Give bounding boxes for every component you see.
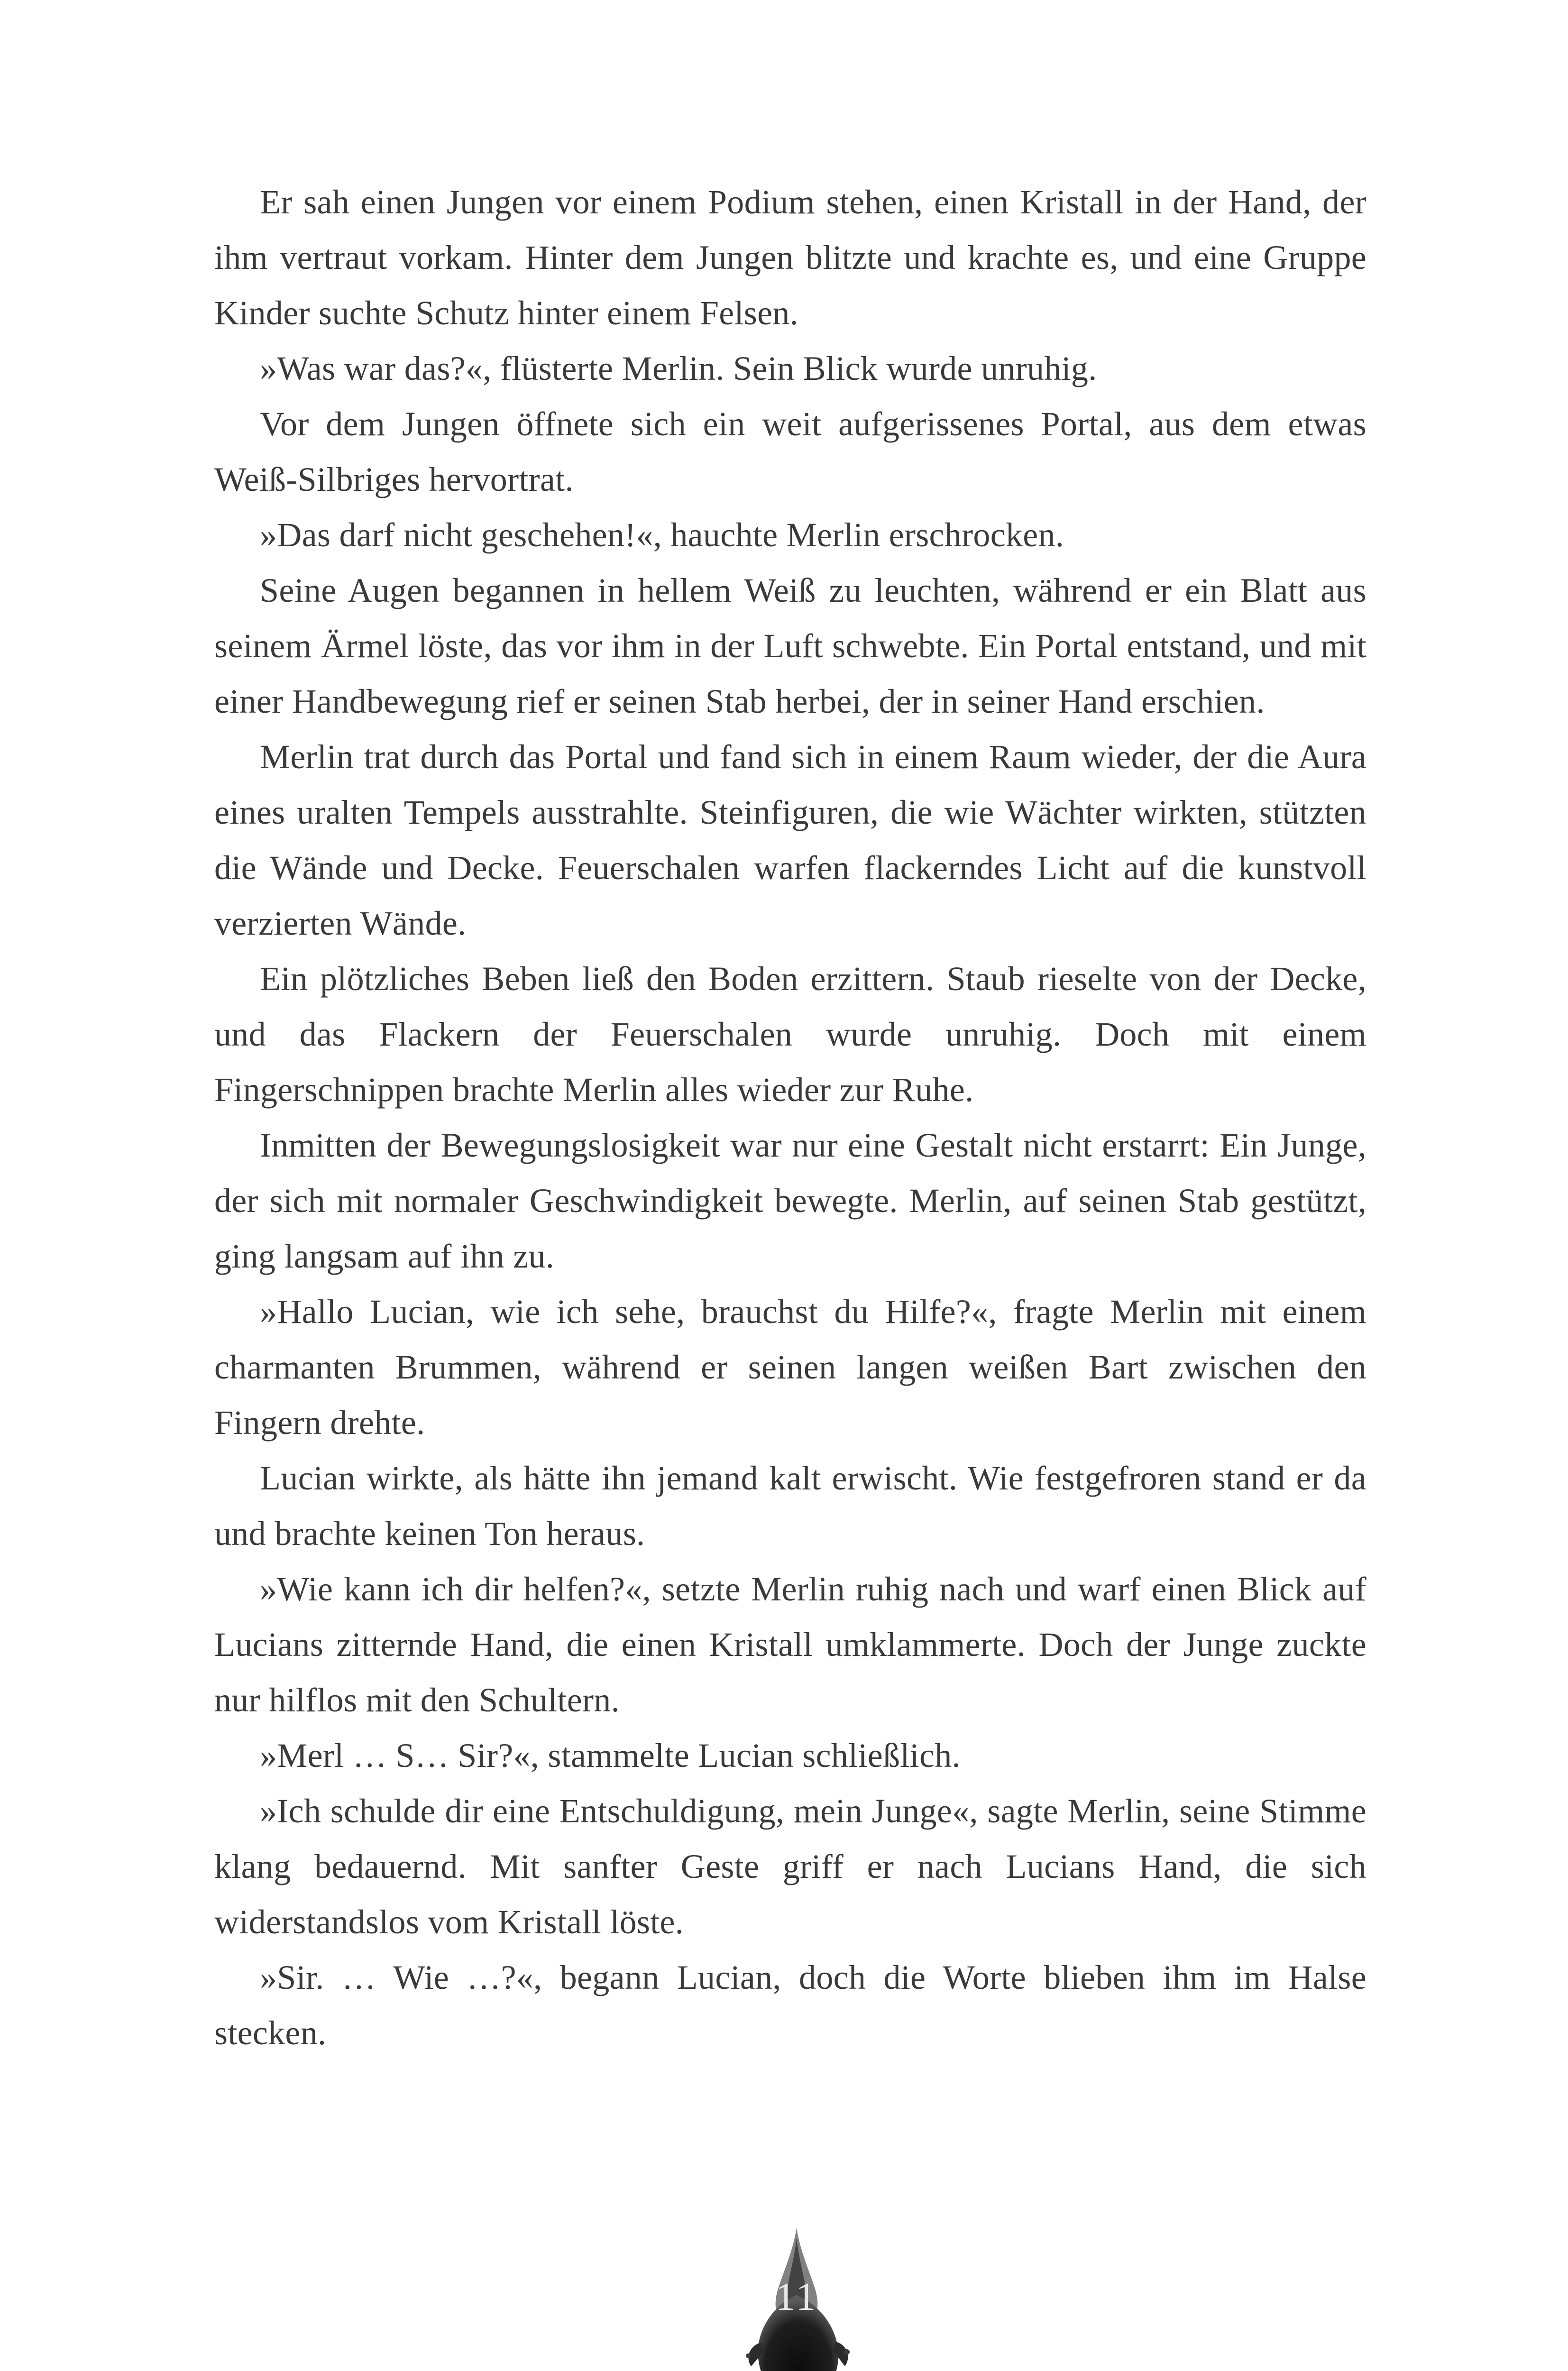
- paragraph: »Ich schulde dir eine Entschuldigung, mein Junge«, sagte Merlin, seine Stimme klang bedauernd. Mit sanfter Geste griff er nach Lucians Hand, die sich widerstandslos vom Kristall löste.: [214, 1792, 1366, 1941]
- paragraph: »Merl … S… Sir?«, stammelte Lucian schließlich.: [260, 1737, 961, 1774]
- paragraph: Ein plötzliches Beben ließ den Boden erzittern. Staub rieselte von der Decke, und das Flackern der Feuerschalen wurde unruhig. Doch mit einem Fingerschnippen brachte Merlin alles wieder zur Ruhe.: [214, 960, 1366, 1109]
- paragraph: Merlin trat durch das Portal und fand sich in einem Raum wieder, der die Aura eines uralten Tempels ausstrahlte. Steinfiguren, die wie Wächter wirkten, stützten die Wände und Decke. Feuerschalen warfen flackerndes Licht auf die kunstvoll verzierten Wände.: [214, 738, 1366, 942]
- paragraph: Inmitten der Bewegungslosigkeit war nur eine Gestalt nicht erstarrt: Ein Junge, der sich mit normaler Geschwindigkeit bewegte. Merlin, auf seinen Stab gestützt, ging langsam auf ihn zu.: [214, 1126, 1366, 1275]
- paragraph: »Hallo Lucian, wie ich sehe, brauchst du Hilfe?«, fragte Merlin mit einem charmanten Brummen, während er seinen langen weißen Bart zwischen den Fingern drehte.: [214, 1293, 1366, 1442]
- page-number: 11: [775, 2275, 818, 2319]
- paragraph: Seine Augen begannen in hellem Weiß zu leuchten, während er ein Blatt aus seinem Ärmel löste, das vor ihm in der Luft schwebte. Ein Portal entstand, und mit einer Handbewegung rief er seinen Stab herbei, der in seiner Hand erschien.: [214, 571, 1366, 720]
- paragraph: Lucian wirkte, als hätte ihn jemand kalt erwischt. Wie festgefroren stand er da und brachte keinen Ton heraus.: [214, 1459, 1366, 1553]
- paragraph: »Was war das?«, flüsterte Merlin. Sein Blick wurde unruhig.: [260, 349, 1097, 387]
- paragraph: Vor dem Jungen öffnete sich ein weit aufgerissenes Portal, aus dem etwas Weiß-Silbriges hervortrat.: [214, 405, 1366, 498]
- body-text: [214, 175, 1366, 2061]
- paragraph: Er sah einen Jungen vor einem Podium stehen, einen Kristall in der Hand, der ihm vertraut vorkam. Hinter dem Jungen blitzte und krachte es, und eine Gruppe Kinder suchte Schutz hinter einem Felsen.: [214, 183, 1366, 332]
- paragraph: »Wie kann ich dir helfen?«, setzte Merlin ruhig nach und warf einen Blick auf Lucians zitternde Hand, die einen Kristall umklammerte. Doch der Junge zuckte nur hilflos mit den Schultern.: [214, 1570, 1366, 1719]
- paragraph: »Sir. … Wie …?«, begann Lucian, doch die Worte blieben ihm im Halse stecken.: [214, 1958, 1366, 2052]
- paragraph: »Das darf nicht geschehen!«, hauchte Merlin erschrocken.: [260, 516, 1064, 554]
